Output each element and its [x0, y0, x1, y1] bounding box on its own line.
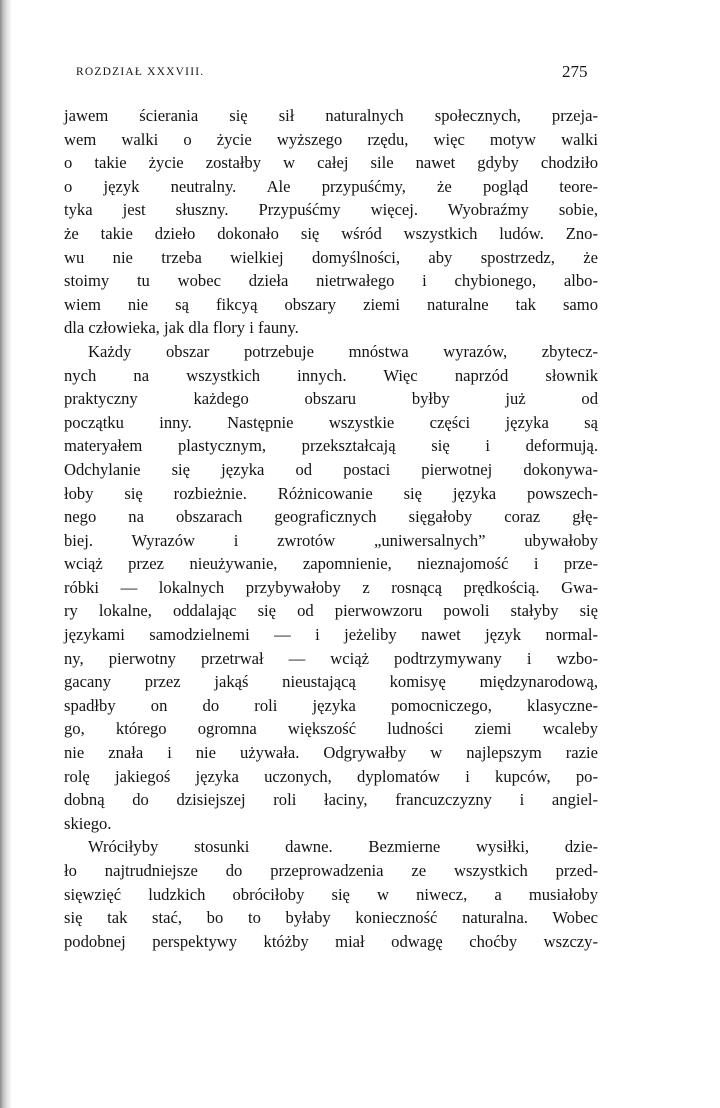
text-line: wciąż przez nieużywanie, zapomnienie, nieznajomość i prze-: [64, 554, 598, 574]
text-line: językami samodzielnemi — i jeżeliby nawet język normal-: [64, 625, 598, 645]
text-line: stoimy tu wobec dzieła nietrwałego i chybionego, albo-: [64, 271, 598, 291]
page-number: 275: [562, 62, 588, 81]
text-line: skiego.: [64, 813, 112, 833]
text-line: łoby się rozbieżnie. Różnicowanie się języka powszech-: [64, 483, 598, 503]
text-line: praktyczny każdego obszaru byłby już od: [64, 389, 598, 409]
text-line: że takie dzieło dokonało się wśród wszystkich ludów. Zno-: [64, 223, 598, 243]
text-line: dobną do dzisiejszej roli łaciny, francuzczyzny i angiel-: [64, 790, 598, 810]
text-line: o takie życie zostałby w całej sile nawet gdyby chodziło: [64, 153, 598, 173]
text-line: rolę jakiegoś języka uczonych, dyplomatów i kupców, po-: [64, 766, 598, 786]
text-line: początku inny. Następnie wszystkie części języka są: [64, 412, 598, 432]
text-line: spadłby on do roli języka pomocniczego, klasyczne-: [64, 695, 598, 715]
text-line: nych na wszystkich innych. Więc naprzód słownik: [64, 365, 598, 385]
page-binding-shadow: [0, 0, 12, 1108]
text-line: Wróciłyby stosunki dawne. Bezmierne wysiłki, dzie-: [88, 837, 598, 857]
text-line: podobnej perspektywy któżby miał odwagę choćby wszczy-: [64, 931, 598, 951]
text-line: ło najtrudniejsze do przeprowadzenia ze wszystkich przed-: [64, 861, 598, 880]
text-line: Odchylanie się języka od postaci pierwotnej dokonywa-: [64, 459, 598, 479]
text-line: sięwzięć ludzkich obróciłoby się w niwecz, a musiałoby: [64, 884, 598, 904]
text-line: róbki — lokalnych przybywałoby z rosnącą prędkością. Gwa-: [64, 577, 598, 597]
text-line: ry lokalne, oddalając się od pierwowzoru powoli stałyby się: [64, 601, 598, 621]
text-line: materyałem plastycznym, przekształcają się i deformują.: [64, 436, 598, 456]
text-line: go, którego ogromna większość ludności ziemi wcaleby: [64, 719, 598, 739]
text-line: ny, pierwotny przetrwał — wciąż podtrzymywany i wzbo-: [64, 648, 598, 668]
body-text: [64, 104, 598, 953]
text-line: biej. Wyrazów i zwrotów „uniwersalnych” ubywałoby: [64, 530, 598, 550]
text-line: się tak stać, bo to byłaby konieczność naturalna. Wobec: [64, 908, 598, 928]
text-line: Każdy obszar potrzebuje mnóstwa wyrazów, zbytecz-: [88, 341, 598, 361]
text-line: nego na obszarach geograficznych sięgałoby coraz głę-: [64, 507, 598, 527]
text-line: tyka jest słuszny. Przypuśćmy więcej. Wyobraźmy sobie,: [64, 200, 598, 220]
text-line: o język neutralny. Ale przypuśćmy, że pogląd teore-: [64, 176, 598, 196]
text-line: dla człowieka, jak dla flory i fauny.: [64, 318, 299, 338]
text-line: wem walki o życie wyższego rzędu, więc motyw walki: [64, 129, 598, 149]
text-line: jawem ścierania się sił naturalnych społecznych, przeja-: [64, 106, 598, 125]
running-head: ROZDZIAŁ XXXVIII.: [76, 66, 205, 78]
text-line: nie znała i nie używała. Odgrywałby w najlepszym razie: [64, 743, 598, 763]
text-line: gacany przez jakąś nieustającą komisyę międzynarodową,: [64, 672, 598, 692]
text-line: wiem nie są fikcyą obszary ziemi naturalne tak samo: [64, 294, 598, 314]
text-line: wu nie trzeba wielkiej domyślności, aby spostrzedz, że: [64, 247, 598, 267]
